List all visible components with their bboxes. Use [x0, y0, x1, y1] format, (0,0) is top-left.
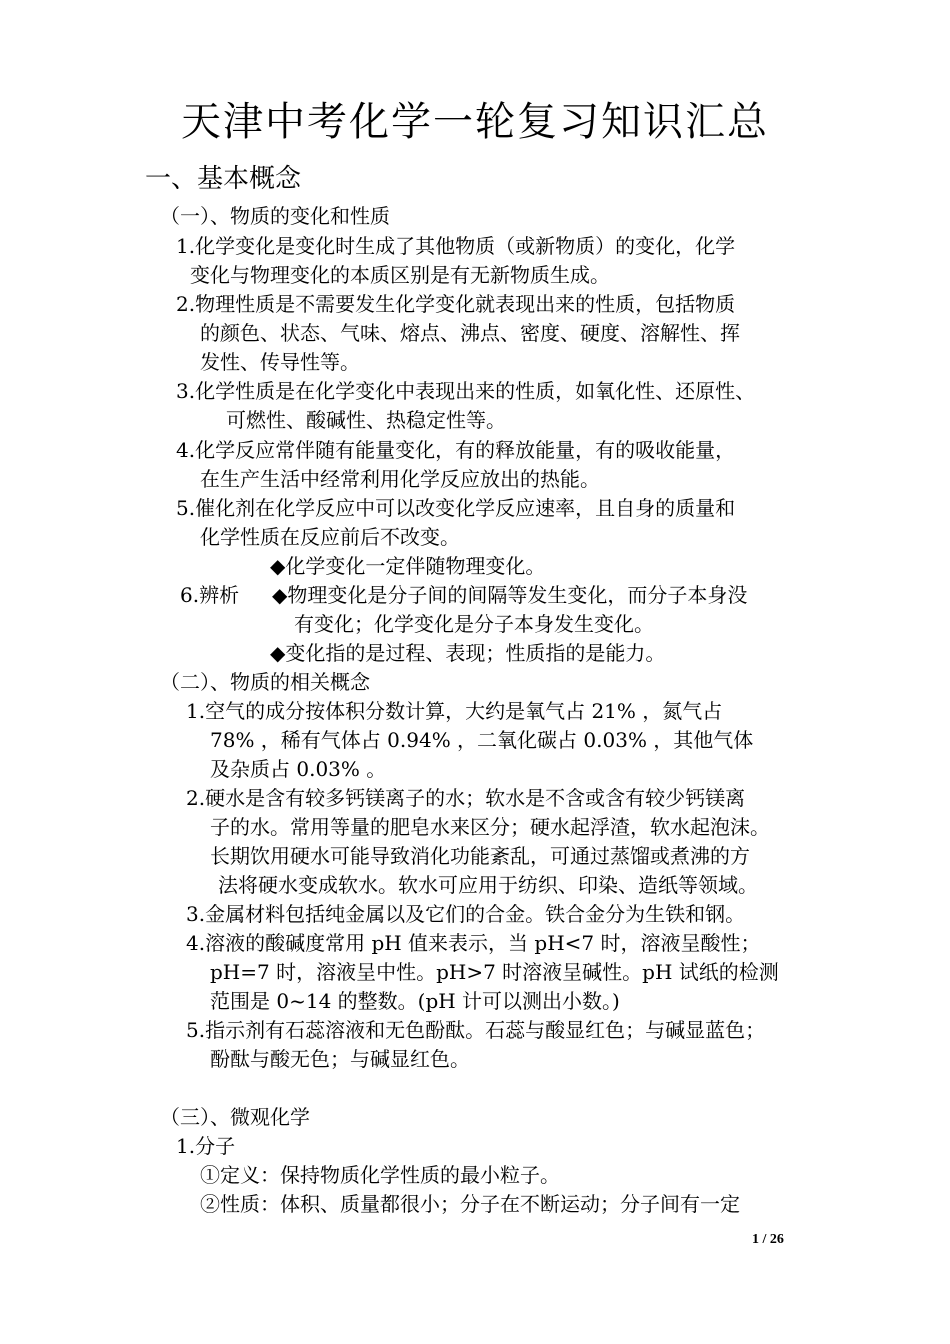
- list-item-line: 及杂质占 0.03% 。: [210, 757, 387, 781]
- list-item-line: 的颜色、状态、气味、熔点、沸点、密度、硬度、溶解性、挥: [200, 321, 740, 345]
- list-item-line: 1.分子: [176, 1134, 236, 1158]
- list-item-line: 3.金属材料包括纯金属以及它们的合金。铁合金分为生铁和钢。: [186, 902, 746, 926]
- subsection-heading: （一）、物质的变化和性质: [160, 204, 390, 228]
- list-item-line: 4.化学反应常伴随有能量变化，有的释放能量，有的吸收能量，: [176, 438, 736, 462]
- page-number: 1 / 26: [752, 1232, 784, 1247]
- list-item-line: 5.催化剂在化学反应中可以改变化学反应速率，且自身的质量和: [176, 496, 736, 520]
- bullet-point: ◆化学变化一定伴随物理变化。: [270, 554, 546, 578]
- list-item-line: 化学性质在反应前后不改变。: [200, 525, 460, 549]
- list-item-line: 4.溶液的酸碱度常用 pH 值来表示，当 pH<7 时，溶液呈酸性；: [186, 931, 761, 955]
- bullet-point: ◆变化指的是过程、表现；性质指的是能力。: [270, 641, 666, 665]
- list-item-line: 5.指示剂有石蕊溶液和无色酚酞。石蕊与酸显红色；与碱显蓝色；: [186, 1018, 766, 1042]
- section-heading: 一、基本概念: [145, 164, 302, 194]
- subsection-heading: （三）、微观化学: [160, 1105, 310, 1129]
- list-item-line: 酚酞与酸无色；与碱显红色。: [210, 1047, 470, 1071]
- list-item-line: 2.硬水是含有较多钙镁离子的水；软水是不含或含有较少钙镁离: [186, 786, 746, 810]
- bullet-point: 有变化；化学变化是分子本身发生变化。: [294, 612, 654, 636]
- list-item-line: 长期饮用硬水可能导致消化功能紊乱，可通过蒸馏或煮沸的方: [210, 844, 750, 868]
- list-item-line: ①定义：保持物质化学性质的最小粒子。: [200, 1163, 560, 1187]
- list-item-label: 6.辨析: [180, 583, 240, 607]
- list-item-line: 子的水。常用等量的肥皂水来区分；硬水起浮渣，软水起泡沫。: [210, 815, 770, 839]
- list-item-line: 1.空气的成分按体积分数计算，大约是氧气占 21% ，氮气占: [186, 699, 723, 723]
- list-item-line: 发性、传导性等。: [200, 350, 360, 374]
- list-item-line: 3.化学性质是在化学变化中表现出来的性质，如氧化性、还原性、: [176, 379, 756, 403]
- document-title: 天津中考化学一轮复习知识汇总: [181, 99, 769, 145]
- list-item-line: 1.化学变化是变化时生成了其他物质（或新物质）的变化，化学: [176, 234, 736, 258]
- list-item-line: 法将硬水变成软水。软水可应用于纺织、印染、造纸等领域。: [218, 873, 758, 897]
- list-item-line: 范围是 0~14 的整数。(pH 计可以测出小数。): [210, 989, 620, 1013]
- list-item-line: 可燃性、酸碱性、热稳定性等。: [226, 408, 506, 432]
- list-item-line: 78% ，稀有气体占 0.94% ，二氧化碳占 0.03% ，其他气体: [210, 728, 754, 752]
- list-item-line: 在生产生活中经常利用化学反应放出的热能。: [200, 467, 600, 491]
- subsection-heading: （二）、物质的相关概念: [160, 670, 370, 694]
- list-item-line: ②性质：体积、质量都很小；分子在不断运动；分子间有一定: [200, 1192, 740, 1216]
- list-item-line: 变化与物理变化的本质区别是有无新物质生成。: [190, 263, 610, 287]
- list-item-line: 2.物理性质是不需要发生化学变化就表现出来的性质，包括物质: [176, 292, 736, 316]
- list-item-line: pH=7 时，溶液呈中性。pH>7 时溶液呈碱性。pH 试纸的检测: [210, 960, 779, 984]
- bullet-point: ◆物理变化是分子间的间隔等发生变化，而分子本身没: [272, 583, 748, 607]
